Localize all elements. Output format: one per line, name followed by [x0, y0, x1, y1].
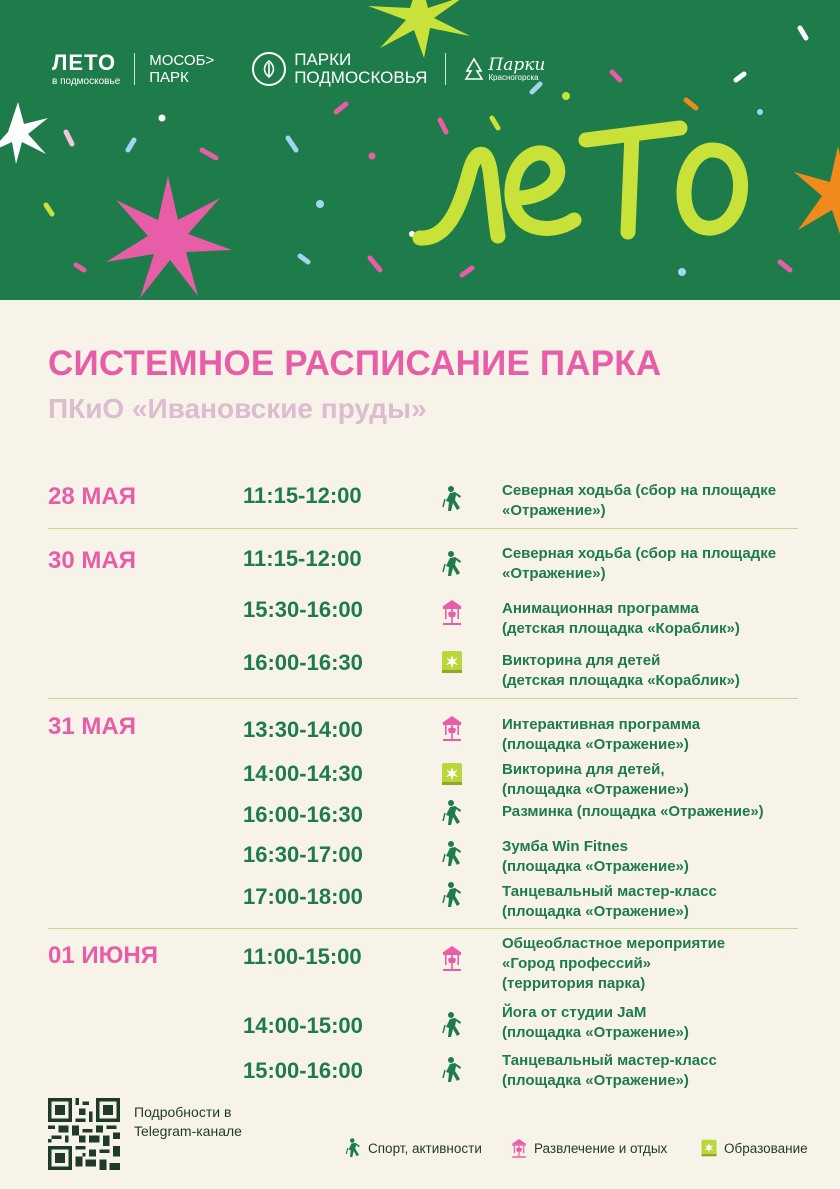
event-time: 11:00-15:00 [243, 944, 362, 969]
schedule-date: 31 МАЯ [48, 713, 136, 740]
sport-icon [440, 485, 464, 513]
event-line: (площадка «Отражение») [502, 781, 689, 798]
sport-icon [440, 550, 464, 578]
logo-parki-krasnogorska [464, 54, 546, 82]
telegram-note-line1: Подробности в [134, 1104, 232, 1120]
schedule-date: 01 ИЮНЯ [48, 942, 158, 969]
event-description [502, 599, 740, 639]
sport-icon [440, 1011, 464, 1039]
logo-parki-podmoskovya [252, 51, 427, 87]
sport-icon [440, 881, 464, 909]
legend-fun [510, 1137, 667, 1159]
event-line: (площадка «Отражение») [502, 1024, 689, 1041]
sport-icon [440, 840, 464, 868]
sport-icon [344, 1137, 362, 1159]
page-title: СИСТЕМНОЕ РАСПИСАНИЕ ПАРКА [48, 344, 662, 383]
book-icon [440, 760, 464, 788]
legend-edu-label: Образование [724, 1140, 808, 1156]
event-line: (площадка «Отражение») [502, 858, 689, 875]
legend-fun-label: Развлечение и отдых [534, 1140, 668, 1156]
logo-divider [134, 53, 135, 85]
event-line: Анимационная программа [502, 600, 699, 617]
event-line: (площадка «Отражение») [502, 903, 689, 920]
section-divider [48, 528, 798, 529]
section-divider [48, 698, 798, 699]
carousel-icon [440, 944, 464, 972]
event-line: Зумба Win Fitnes [502, 838, 628, 855]
event-description [502, 651, 740, 691]
header-banner [0, 0, 840, 300]
event-time: 15:30-16:00 [243, 597, 363, 622]
page-subtitle: ПКиО «Ивановские пруды» [48, 393, 427, 424]
event-line: (территория парка) [502, 975, 646, 992]
logo-leto-text: ЛЕТО [52, 49, 117, 75]
logo-kras-text: Парки [488, 54, 546, 75]
logo-mosob-line2: ПАРК [149, 69, 189, 86]
event-description [502, 1003, 689, 1043]
event-line: Разминка (площадка «Отражение») [502, 803, 764, 820]
event-time: 15:00-16:00 [243, 1058, 363, 1083]
event-line: (площадка «Отражение») [502, 1072, 689, 1089]
legend-sport-label: Спорт, активности [368, 1140, 482, 1156]
event-line: Северная ходьба (сбор на площадке [502, 545, 777, 562]
leaf-icon [252, 52, 286, 86]
event-line: Северная ходьба (сбор на площадке [502, 482, 777, 499]
event-time: 16:30-17:00 [243, 842, 363, 867]
schedule-date: 28 МАЯ [48, 483, 136, 510]
event-time: 13:30-14:00 [243, 717, 363, 742]
event-time: 16:00-16:30 [243, 802, 363, 827]
logo-parki-line2: ПОДМОСКОВЬЯ [294, 68, 428, 87]
event-description [502, 837, 689, 877]
event-description [502, 481, 776, 521]
qr-code[interactable] [48, 1098, 120, 1170]
event-time: 17:00-18:00 [243, 884, 363, 909]
sport-icon [440, 1056, 464, 1084]
event-time: 11:15-12:00 [243, 546, 362, 571]
event-line: (детская площадка «Кораблик») [502, 672, 740, 689]
event-line: Интерактивная программа [502, 716, 701, 733]
event-line: Танцевальный мастер-класс [502, 1052, 717, 1069]
logo-mosobpark [149, 52, 214, 86]
logo-bar [52, 44, 545, 94]
event-time: 14:00-14:30 [243, 761, 363, 786]
event-description [502, 760, 689, 800]
schedule-date: 30 МАЯ [48, 547, 136, 574]
book-icon [700, 1137, 718, 1159]
logo-mosob-line1: МОСОБ> [149, 52, 215, 69]
event-line: Викторина для детей [502, 652, 661, 669]
event-line: «Город профессий» [502, 955, 652, 972]
event-line: Йога от студии JaM [502, 1004, 647, 1021]
event-description [502, 934, 725, 994]
telegram-note [134, 1103, 242, 1141]
event-description [502, 544, 776, 584]
legend-sport [344, 1137, 482, 1159]
section-divider [48, 928, 798, 929]
book-icon [440, 648, 464, 676]
event-time: 16:00-16:30 [243, 650, 363, 675]
event-line: (площадка «Отражение») [502, 736, 689, 753]
event-description [502, 882, 717, 922]
event-line: Викторина для детей, [502, 761, 665, 778]
carousel-icon [510, 1137, 528, 1159]
carousel-icon [440, 714, 464, 742]
event-description [502, 1051, 717, 1091]
logo-parki-line1: ПАРКИ [294, 50, 352, 69]
event-time: 11:15-12:00 [243, 483, 362, 508]
event-line: (детская площадка «Кораблик») [502, 620, 740, 637]
sport-icon [440, 799, 464, 827]
legend-edu [700, 1137, 808, 1159]
event-description [502, 715, 700, 755]
event-line: Танцевальный мастер-класс [502, 883, 717, 900]
logo-divider-2 [445, 53, 446, 85]
event-time: 14:00-15:00 [243, 1013, 363, 1038]
event-line: «Отражение») [502, 565, 606, 582]
event-description [502, 802, 764, 822]
event-line: «Отражение») [502, 502, 606, 519]
logo-kras-subtext: Красногорска [488, 72, 539, 82]
carousel-icon [440, 598, 464, 626]
event-line: Общеобластное мероприятие [502, 935, 726, 952]
logo-leto [52, 49, 121, 87]
logo-leto-subtext: в подмосковье [52, 75, 121, 87]
tree-icon [464, 57, 484, 81]
telegram-note-line2: Telegram-канале [134, 1123, 242, 1139]
